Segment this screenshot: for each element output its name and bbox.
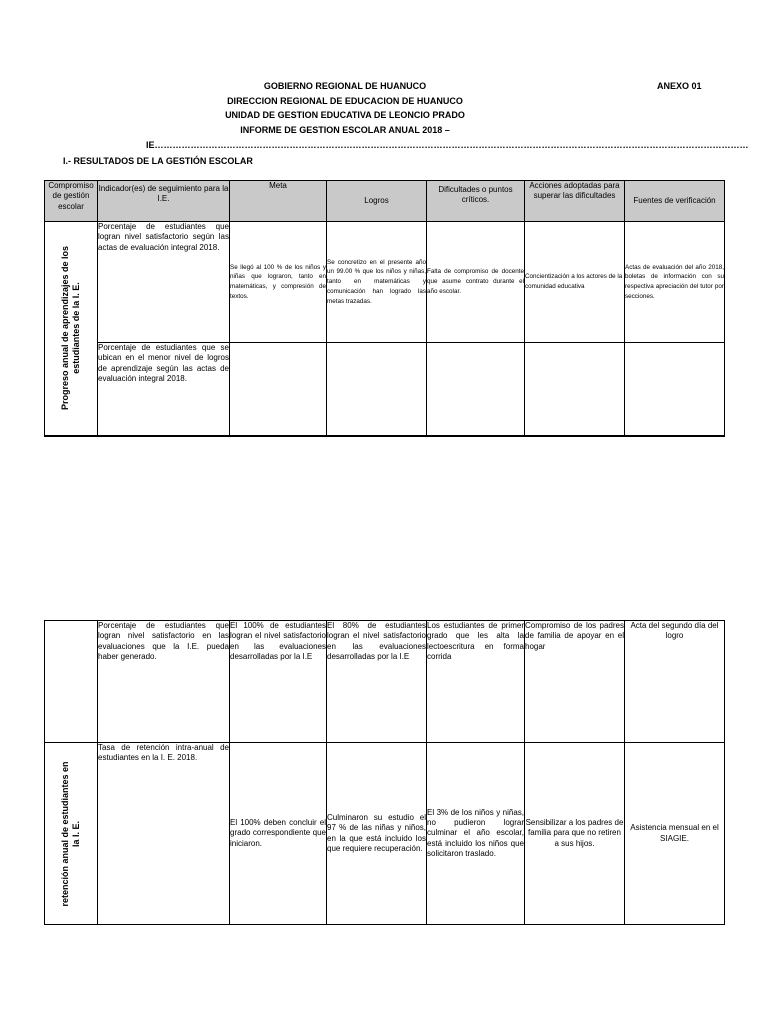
commitment-student-retention: retención anual de estudiantes en la I. E. bbox=[59, 760, 81, 907]
difficulty-cell: Falta de compromiso de docente que asume contrato durante el año escolar. bbox=[427, 222, 525, 343]
difficulty-cell: El 3% de los niños y niñas, no pudieron lograr culminar el año escolar, está incluido los niños que solicitaron traslado. bbox=[427, 743, 525, 925]
source-cell: Acta del segundo día del logro bbox=[625, 621, 725, 743]
goal-cell bbox=[230, 343, 327, 436]
achievement-cell: El 80% de estudiantes logran el nivel satisfactorio en las evaluaciones desarrolladas por la I.E bbox=[327, 621, 427, 743]
section-title: I.- RESULTADOS DE LA GESTIÓN ESCOLAR bbox=[63, 156, 253, 166]
action-cell: Compromiso de los padres de familia de apoyar en el hogar bbox=[525, 621, 625, 743]
commitment-cell bbox=[45, 743, 98, 925]
indicator-cell: Tasa de retención intra-anual de estudiantes en la I. E. 2018. bbox=[98, 743, 230, 925]
header-actions: Acciones adoptadas para superar las dificultades bbox=[525, 181, 625, 222]
action-cell bbox=[525, 343, 625, 436]
commitment-cell bbox=[45, 621, 98, 743]
achievement-cell: Culminaron su estudio el 97 % de las niñas y niños, en la que está incluido los que requiere recuperación. bbox=[327, 743, 427, 925]
ie-line: IE……………………………………………………………………………………………………………………………………………………………………………… bbox=[146, 140, 749, 150]
header-regional-direction: DIRECCION REGIONAL DE EDUCACION DE HUANUCO bbox=[227, 96, 463, 106]
indicator-cell: Porcentaje de estudiantes que logran nivel satisfactorio según las actas de evaluación integral 2018. bbox=[98, 222, 230, 343]
achievement-cell: Se concretizo en el presente año un 99.00 % que los niños y niñas, tanto en matemáticas y comunicación han logrado las metas trazadas. bbox=[327, 222, 427, 343]
header-goal: Meta bbox=[230, 181, 327, 222]
goal-cell: El 100% deben concluir el grado correspondiente que iniciaron. bbox=[230, 743, 327, 925]
header-difficulties: Dificultades o puntos críticos. bbox=[427, 181, 525, 222]
header-sources: Fuentes de verificación bbox=[625, 181, 725, 222]
header-achievements: Logros bbox=[327, 181, 427, 222]
source-cell: Actas de evaluación del año 2018, boletas de información con su respectiva apreciación del tutor por secciones. bbox=[625, 222, 725, 343]
difficulty-cell: Los estudiantes de primer grado que les alta la lectoescritura en forma corrida bbox=[427, 621, 525, 743]
indicator-cell: Porcentaje de estudiantes que se ubican en el menor nivel de logros de aprendizaje según las actas de evaluación integral 2018. bbox=[98, 343, 230, 436]
results-table-1 bbox=[44, 180, 725, 437]
action-cell: Sensibilizar a los padres de familia para que no retiren a sus hijos. bbox=[525, 743, 625, 925]
commitment-learning-progress: Progreso anual de aprendizajes de los estudiantes de la I. E. bbox=[59, 246, 81, 411]
results-table-2 bbox=[44, 620, 725, 925]
header-ugel: UNIDAD DE GESTION EDUCATIVA DE LEONCIO PRADO bbox=[225, 110, 465, 120]
indicator-cell: Porcentaje de estudiantes que logran nivel satisfactorio en las evaluaciones que la I.E. pueda haber generado. bbox=[98, 621, 230, 743]
difficulty-cell bbox=[427, 343, 525, 436]
goal-cell: El 100% de estudiantes logran el nivel satisfactorio en las evaluaciones desarrolladas por la I.E bbox=[230, 621, 327, 743]
header-government: GOBIERNO REGIONAL DE HUANUCO bbox=[263, 81, 427, 91]
header-indicator: Indicador(es) de seguimiento para la I.E. bbox=[98, 181, 230, 222]
goal-cell: Se llegó al 100 % de los niños y niñas que lograron, tanto en matemáticas, y compresión de textos. bbox=[230, 222, 327, 343]
header-commitment: Compromiso de gestión escolar bbox=[45, 181, 98, 222]
action-cell: Concientización a los actores de la comunidad educativa bbox=[525, 222, 625, 343]
achievement-cell bbox=[327, 343, 427, 436]
source-cell: Asistencia mensual en el SIAGIE. bbox=[625, 743, 725, 925]
commitment-cell bbox=[45, 222, 98, 436]
annex-label: ANEXO 01 bbox=[657, 81, 702, 91]
header-report-title: INFORME DE GESTION ESCOLAR ANUAL 2018 – bbox=[240, 125, 450, 135]
source-cell bbox=[625, 343, 725, 436]
